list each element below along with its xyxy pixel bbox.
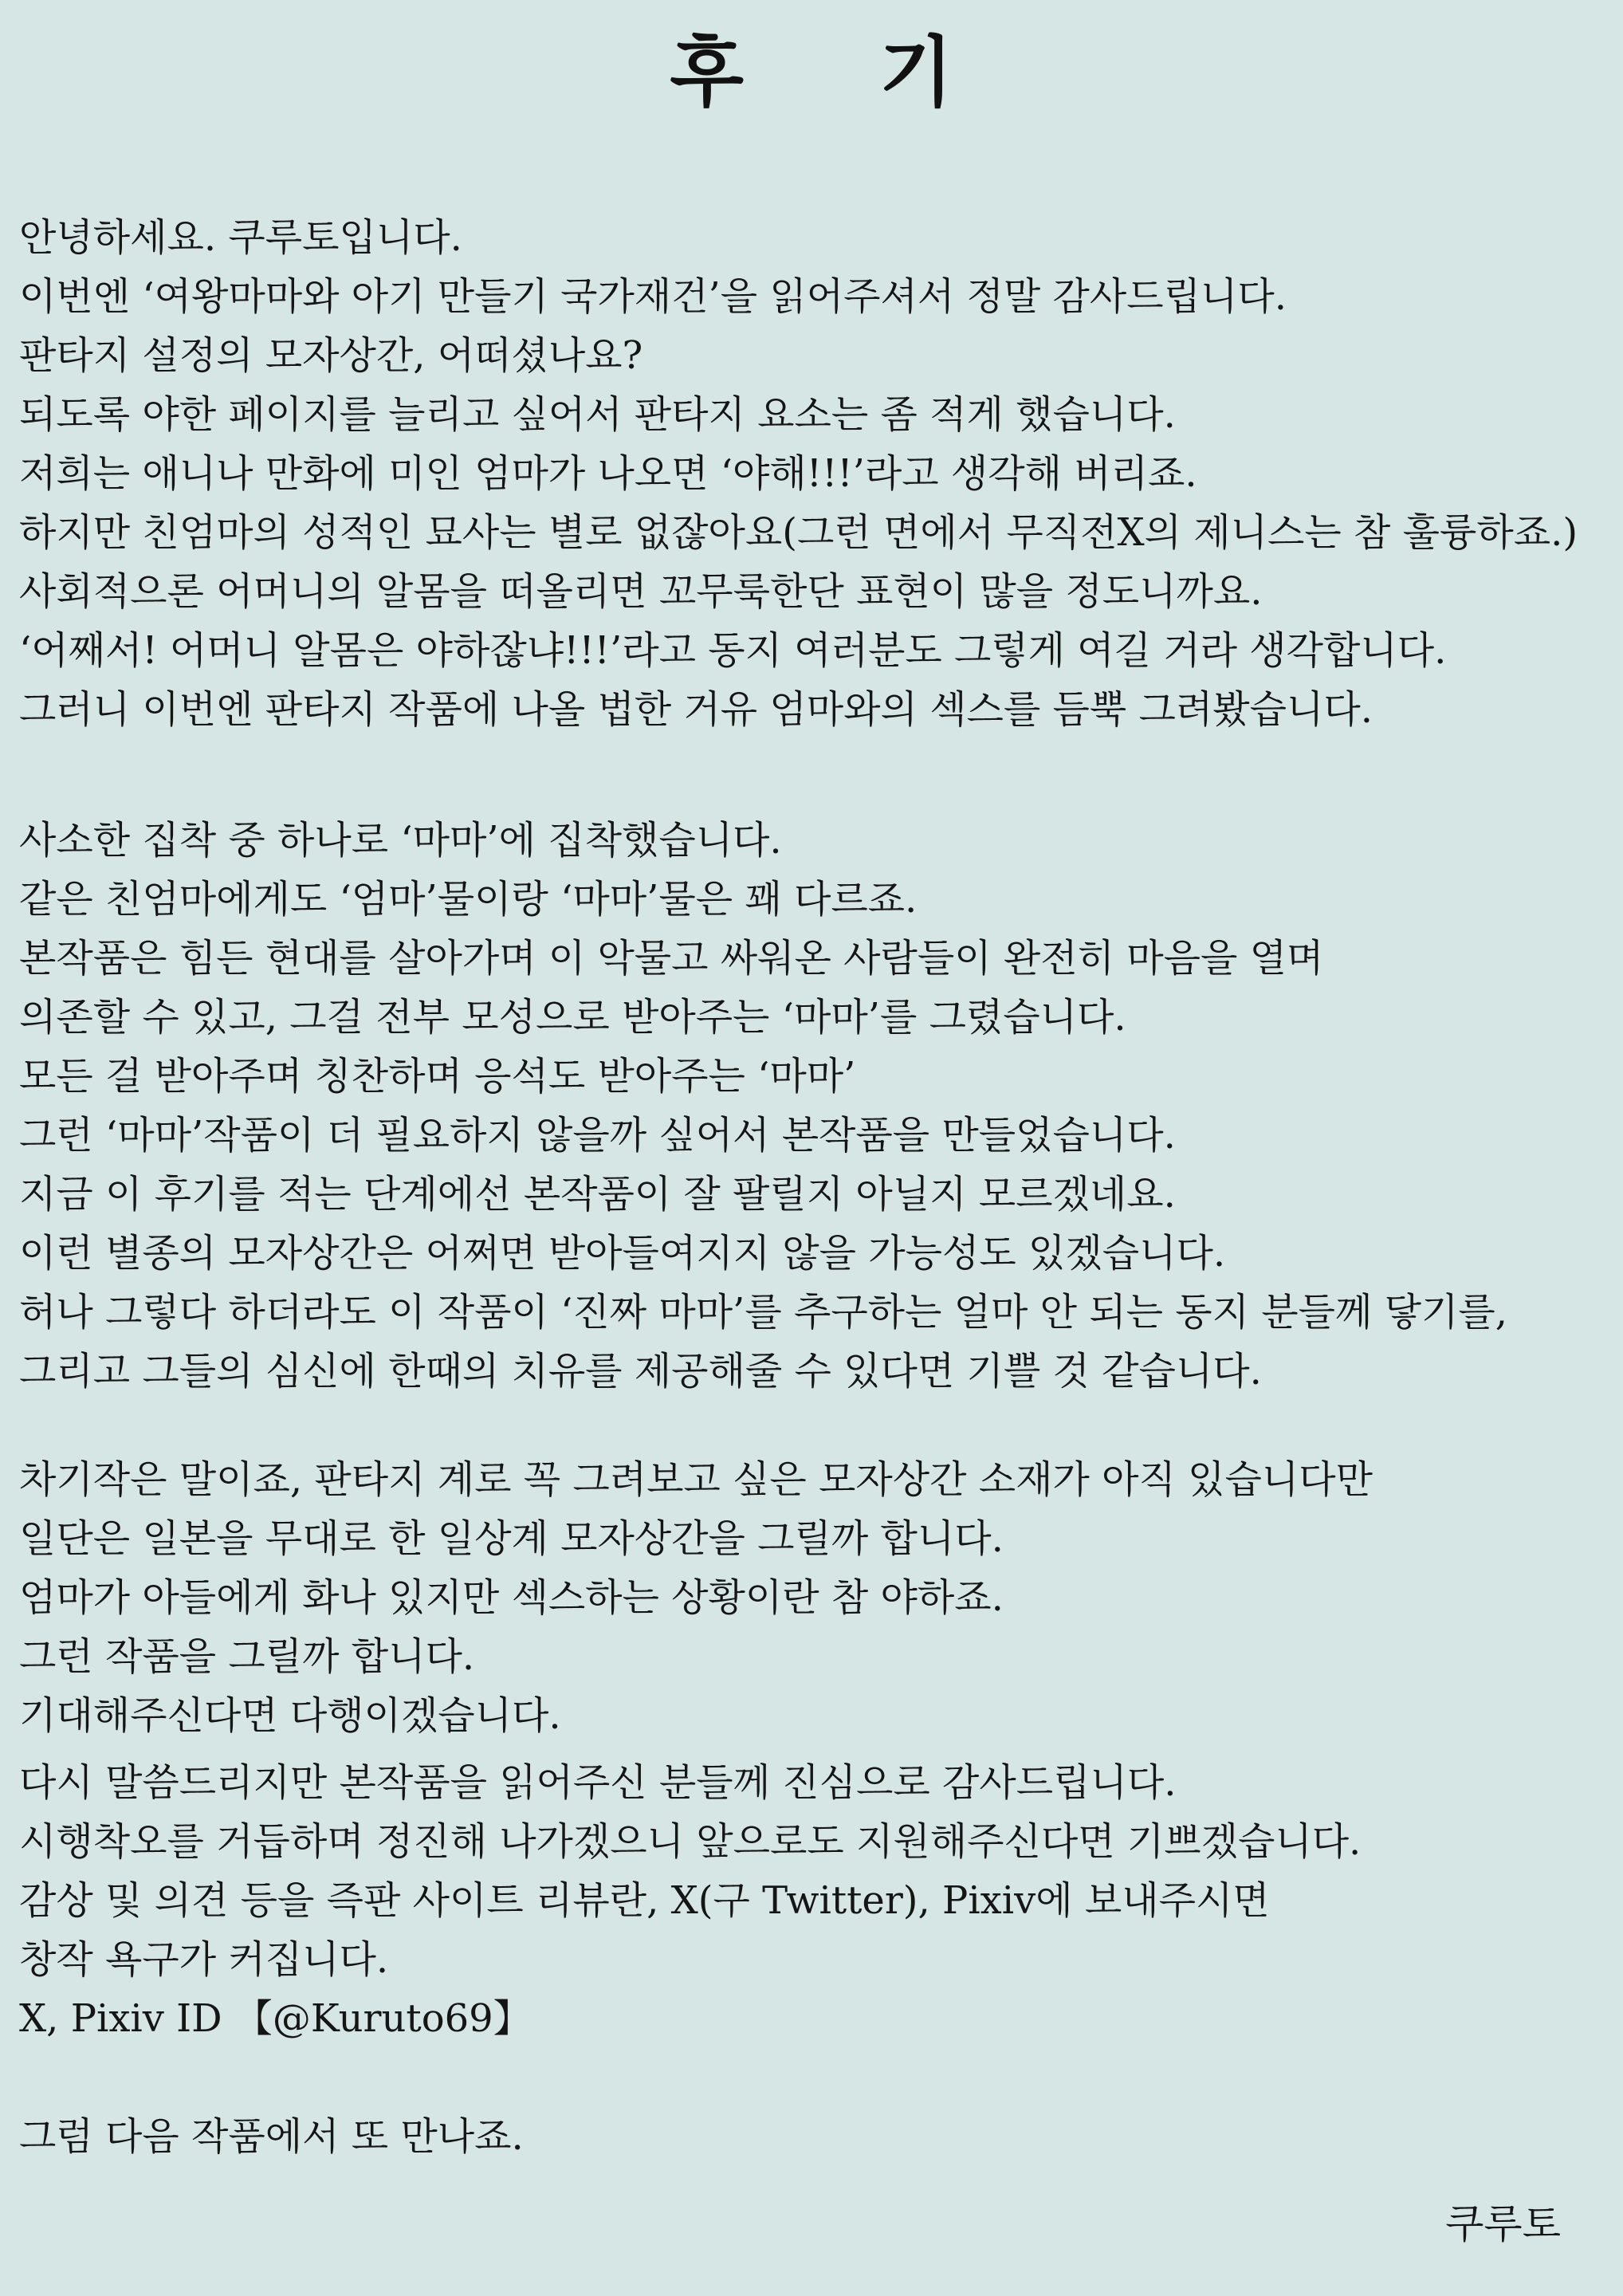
text-line: 엄마가 아들에게 화나 있지만 섹스하는 상황이란 참 야하죠. xyxy=(19,1575,1004,1620)
text-line: 하지만 친엄마의 성적인 묘사는 별로 없잖아요(그런 면에서 무직전X의 제니스는 참 훌륭하죠.) xyxy=(19,510,1578,555)
title-char-1: 후 xyxy=(670,27,744,117)
text-line: 본작품은 힘든 현대를 살아가며 이 악물고 싸워온 사람들이 완전히 마음을 열며 xyxy=(19,936,1324,981)
text-line: 차기작은 말이죠, 판타지 계로 꼭 그려보고 싶은 모자상간 소재가 아직 있습니다만 xyxy=(19,1457,1373,1502)
text-line: 시행착오를 거듭하며 정진해 나가겠으니 앞으로도 지원해주신다면 기쁘겠습니다. xyxy=(19,1819,1362,1864)
text-line: 모든 걸 받아주며 칭찬하며 응석도 받아주는 ‘마마’ xyxy=(19,1054,856,1099)
text-line: 안녕하세요. 쿠루토입니다. xyxy=(19,215,462,260)
text-line: 그런 ‘마마’작품이 더 필요하지 않을까 싶어서 본작품을 만들었습니다. xyxy=(19,1113,1176,1158)
text-line: 그러니 이번엔 판타지 작품에 나올 법한 거유 엄마와의 섹스를 듬뿍 그려봤습니다. xyxy=(19,687,1373,732)
text-line: 일단은 일본을 무대로 한 일상계 모자상간을 그릴까 합니다. xyxy=(19,1516,1004,1561)
text-line: 판타지 설정의 모자상간, 어떠셨나요? xyxy=(19,333,643,378)
text-line: ‘어째서! 어머니 알몸은 야하잖냐!!!’라고 동지 여러분도 그렇게 여길 거라 생각합니다. xyxy=(19,628,1447,673)
text-line: 사회적으론 어머니의 알몸을 떠올리면 꼬무룩한단 표현이 많을 정도니까요. xyxy=(19,569,1263,614)
text-line: 그리고 그들의 심신에 한때의 치유를 제공해줄 수 있다면 기쁠 것 같습니다. xyxy=(19,1349,1262,1394)
text-line: 지금 이 후기를 적는 단계에선 본작품이 잘 팔릴지 아닐지 모르겠네요. xyxy=(19,1172,1176,1217)
author-signature: 쿠루토 xyxy=(1445,2201,1561,2247)
text-line: 저희는 애니나 만화에 미인 엄마가 나오면 ‘야해!!!’라고 생각해 버리죠. xyxy=(19,451,1197,496)
text-line: 감상 및 의견 등을 즉판 사이트 리뷰란, X(구 Twitter), Pixiv에 보내주시면 xyxy=(19,1878,1270,1923)
text-line: 다시 말씀드리지만 본작품을 읽어주신 분들께 진심으로 감사드립니다. xyxy=(19,1760,1177,1805)
text-line: 그런 작품을 그릴까 합니다. xyxy=(19,1634,475,1679)
text-line: 되도록 야한 페이지를 늘리고 싶어서 판타지 요소는 좀 적게 했습니다. xyxy=(19,392,1176,437)
closing-line: 그럼 다음 작품에서 또 만나죠. xyxy=(19,2114,524,2159)
text-line: 사소한 집착 중 하나로 ‘마마’에 집착했습니다. xyxy=(19,818,782,863)
text-line: 같은 친엄마에게도 ‘엄마’물이랑 ‘마마’물은 꽤 다르죠. xyxy=(19,877,918,922)
contact-id-line: X, Pixiv ID 【@Kuruto69】 xyxy=(19,1996,532,2041)
page-title xyxy=(0,14,1623,118)
text-line: 이번엔 ‘여왕마마와 아기 만들기 국가재건’을 읽어주셔서 정말 감사드립니다. xyxy=(19,274,1287,319)
text-line: 의존할 수 있고, 그걸 전부 모성으로 받아주는 ‘마마’를 그렸습니다. xyxy=(19,995,1126,1040)
text-line: 이런 별종의 모자상간은 어쩌면 받아들여지지 않을 가능성도 있겠습니다. xyxy=(19,1231,1226,1276)
text-line: 허나 그렇다 하더라도 이 작품이 ‘진짜 마마’를 추구하는 얼마 안 되는 동지 분들께 닿기를, xyxy=(19,1290,1508,1335)
title-char-2: 기 xyxy=(879,27,953,117)
text-line: 창작 욕구가 커집니다. xyxy=(19,1937,389,1982)
text-line: 기대해주신다면 다행이겠습니다. xyxy=(19,1693,561,1738)
